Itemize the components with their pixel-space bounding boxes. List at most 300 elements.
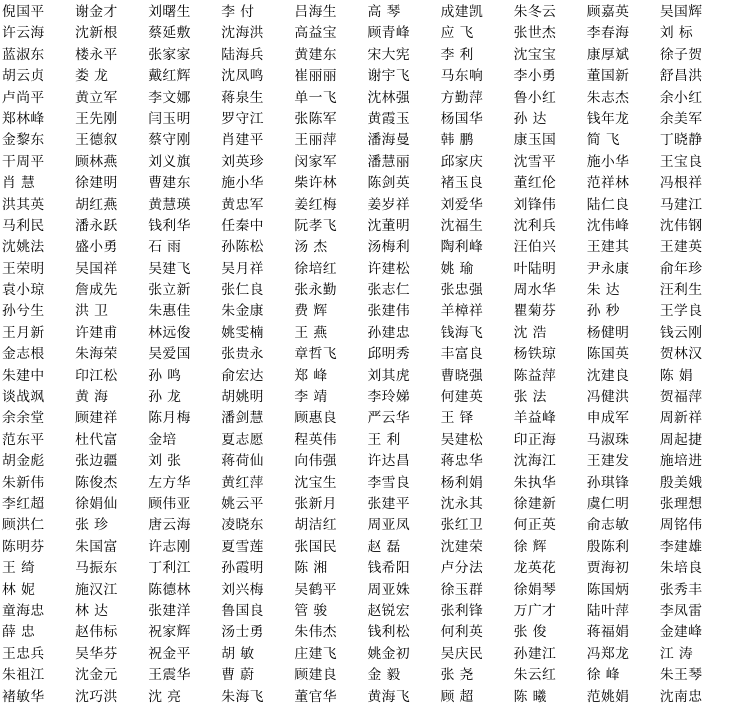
name-cell: 董国新: [586, 68, 630, 85]
name-cell: 顾 超: [440, 688, 474, 705]
name-cell: 沈海洪: [221, 25, 264, 42]
name-cell: 庄建飞: [294, 645, 337, 662]
name-cell: 马利民: [2, 217, 45, 234]
name-cell: 卢尚平: [2, 89, 45, 106]
name-cell: 王建发: [586, 453, 630, 470]
name-cell: 施小华: [221, 175, 264, 192]
name-cell: 吴爱国: [148, 346, 191, 363]
name-cell: 刘爱华: [440, 196, 484, 213]
name-cell: 冯郑龙: [586, 645, 630, 662]
name-cell: 林远俊: [148, 324, 191, 341]
name-cell: 钱年龙: [586, 110, 630, 127]
name-cell: 周新祥: [659, 410, 703, 427]
name-cell: 施培进: [659, 453, 703, 470]
name-cell: 崔丽丽: [294, 68, 337, 85]
name-cell: 邱家庆: [440, 153, 484, 170]
name-cell: 王建其: [586, 239, 630, 256]
name-cell: 夏雪莲: [221, 538, 264, 555]
name-row: [2, 580, 703, 601]
name-cell: 丁利江: [148, 560, 191, 577]
name-cell: 冯根祥: [659, 175, 703, 192]
name-cell: 刘英珍: [221, 153, 264, 170]
name-cell: 朱 达: [586, 282, 620, 299]
name-cell: 金培: [148, 431, 177, 448]
name-cell: 许志刚: [148, 538, 191, 555]
name-cell: 胡金彪: [2, 453, 45, 470]
name-cell: 俞志敏: [586, 517, 630, 534]
name-cell: 顾惠良: [294, 410, 337, 427]
name-cell: 张新月: [294, 495, 337, 512]
name-cell: 孙陈松: [221, 239, 264, 256]
name-cell: 陈益萍: [513, 367, 557, 384]
name-cell: 贺林汉: [659, 346, 703, 363]
name-cell: 沈雪平: [513, 153, 557, 170]
name-cell: 郑林峰: [2, 110, 45, 127]
name-cell: 吴月祥: [221, 260, 264, 277]
name-cell: 干周平: [2, 153, 45, 170]
name-cell: 陈国炳: [586, 581, 630, 598]
name-cell: 杨铁琼: [513, 346, 557, 363]
name-cell: 王宝良: [659, 153, 703, 170]
name-cell: 沈建荣: [440, 538, 484, 555]
name-cell: 朱金康: [221, 303, 264, 320]
name-cell: 洪其英: [2, 196, 45, 213]
name-cell: 张建伟: [367, 303, 411, 320]
name-cell: 黄立军: [75, 89, 118, 106]
name-cell: 陆海兵: [221, 46, 264, 63]
name-cell: 黄海飞: [367, 688, 411, 705]
name-cell: 蒋泉生: [221, 89, 264, 106]
name-cell: 刘 标: [659, 25, 694, 42]
name-row: [2, 665, 703, 686]
name-cell: 范姚娟: [586, 688, 630, 705]
name-cell: 金 毅: [367, 667, 401, 684]
name-cell: 任秦中: [221, 217, 264, 234]
name-cell: 张志仁: [367, 282, 411, 299]
name-cell: 丁晓静: [659, 132, 703, 149]
name-cell: 沈董明: [367, 217, 411, 234]
name-cell: 汤 杰: [294, 239, 328, 256]
name-cell: 张家家: [148, 46, 191, 63]
name-cell: 沈利兵: [513, 217, 557, 234]
name-cell: 胡红燕: [75, 196, 118, 213]
name-cell: 沈 浩: [513, 324, 547, 341]
name-cell: 薛 忠: [2, 624, 36, 641]
name-row: [2, 387, 703, 408]
name-cell: 王震华: [148, 667, 191, 684]
name-list-sheet: [2, 2, 703, 708]
name-row: [2, 216, 703, 237]
name-cell: 石 雨: [148, 239, 182, 256]
name-cell: 姚雯楠: [221, 324, 264, 341]
name-cell: 沈建良: [586, 367, 630, 384]
name-cell: 黄红萍: [221, 474, 264, 491]
name-row: [2, 130, 703, 151]
name-cell: 冯健洪: [586, 389, 630, 406]
name-row: [2, 687, 703, 708]
name-cell: 丰富良: [440, 346, 484, 363]
name-cell: 孙 鸣: [148, 367, 182, 384]
name-cell: 顾伟亚: [148, 495, 191, 512]
name-cell: 陈国英: [586, 346, 630, 363]
name-cell: 汤士勇: [221, 624, 264, 641]
name-cell: 杨健明: [586, 324, 630, 341]
name-row: [2, 195, 703, 216]
name-cell: 褚敏华: [2, 688, 45, 705]
name-cell: 吴建松: [440, 431, 484, 448]
name-row: [2, 515, 703, 536]
name-cell: 周铭伟: [659, 517, 703, 534]
name-cell: 陈俊杰: [75, 474, 118, 491]
name-cell: 张建平: [367, 495, 411, 512]
name-cell: 陈月梅: [148, 410, 191, 427]
name-cell: 范东平: [2, 431, 45, 448]
name-cell: 王荣明: [2, 260, 45, 277]
name-cell: 吕海生: [294, 4, 337, 20]
name-cell: 许建甫: [75, 324, 118, 341]
name-cell: 余余堂: [2, 410, 45, 427]
name-cell: 康厚斌: [586, 46, 630, 63]
name-cell: 江 涛: [659, 645, 694, 662]
name-cell: 胡姚明: [221, 389, 264, 406]
name-cell: 娄 龙: [75, 68, 109, 85]
name-cell: 向伟强: [294, 453, 337, 470]
name-cell: 沈海江: [513, 453, 557, 470]
name-cell: 马东响: [440, 68, 484, 85]
name-row: [2, 494, 703, 515]
name-cell: 胡云贞: [2, 68, 45, 85]
name-cell: 洪 卫: [75, 303, 109, 320]
name-cell: 程英伟: [294, 431, 337, 448]
name-row: [2, 173, 703, 194]
name-cell: 顾建良: [294, 667, 337, 684]
name-cell: 潘慧丽: [367, 153, 411, 170]
name-cell: 张世杰: [513, 25, 557, 42]
name-cell: 王 铎: [440, 410, 474, 427]
name-row: [2, 2, 703, 23]
name-row: [2, 558, 703, 579]
name-cell: 徐玉群: [440, 581, 484, 598]
name-cell: 羊樟祥: [440, 303, 484, 320]
name-row: [2, 451, 703, 472]
name-cell: 朱国富: [75, 538, 118, 555]
name-cell: 倪国平: [2, 4, 45, 20]
name-cell: 凌晓东: [221, 517, 264, 534]
name-cell: 赵锐宏: [367, 602, 411, 619]
name-cell: 王学良: [659, 303, 703, 320]
name-cell: 朱祖江: [2, 667, 45, 684]
name-cell: 朱海飞: [221, 688, 264, 705]
name-cell: 沈新根: [75, 25, 118, 42]
name-cell: 褚玉良: [440, 175, 484, 192]
name-cell: 张 珍: [75, 517, 109, 534]
name-cell: 周水华: [513, 282, 557, 299]
name-row: [2, 45, 703, 66]
name-cell: 蔡守刚: [148, 132, 191, 149]
name-cell: 唐云海: [148, 517, 191, 534]
name-cell: 刘兴梅: [221, 581, 264, 598]
name-cell: 柴许林: [294, 175, 337, 192]
name-cell: 单一飞: [294, 89, 337, 106]
name-cell: 余美军: [659, 110, 703, 127]
name-cell: 王 绮: [2, 560, 36, 577]
name-row: [2, 473, 703, 494]
name-cell: 何正英: [513, 517, 557, 534]
name-cell: 张理想: [659, 495, 703, 512]
name-cell: 楼永平: [75, 46, 118, 63]
name-cell: 王先刚: [75, 110, 118, 127]
name-cell: 康玉国: [513, 132, 557, 149]
name-cell: 孙 达: [513, 110, 547, 127]
name-cell: 顾林燕: [75, 153, 118, 170]
name-cell: 陈明芬: [2, 538, 45, 555]
name-cell: 蒋福娟: [586, 624, 630, 641]
name-row: [2, 88, 703, 109]
name-cell: 余小红: [659, 89, 703, 106]
name-cell: 黄忠军: [221, 196, 264, 213]
name-cell: 董红伦: [513, 175, 557, 192]
name-cell: 郑 峰: [294, 367, 328, 384]
name-cell: 沈凤鸣: [221, 68, 264, 85]
name-cell: 羊益峰: [513, 410, 557, 427]
name-cell: 高益宝: [294, 25, 337, 42]
name-cell: 潘剑慧: [221, 410, 264, 427]
name-cell: 张 法: [513, 389, 547, 406]
name-cell: 李小勇: [513, 68, 557, 85]
name-cell: 成建凯: [440, 4, 484, 20]
name-cell: 孙 秒: [586, 303, 620, 320]
name-cell: 汤梅利: [367, 239, 411, 256]
name-cell: 徐子贺: [659, 46, 703, 63]
name-cell: 费 辉: [294, 303, 328, 320]
name-cell: 吴华芬: [75, 645, 118, 662]
name-cell: 宋大宪: [367, 46, 411, 63]
name-cell: 蒋忠华: [440, 453, 484, 470]
name-cell: 申成军: [586, 410, 630, 427]
name-cell: 顾洪仁: [2, 517, 45, 534]
name-cell: 姚金初: [367, 645, 411, 662]
name-cell: 王月新: [2, 324, 45, 341]
name-cell: 张立新: [148, 282, 191, 299]
name-cell: 施小华: [586, 153, 630, 170]
name-cell: 赵伟标: [75, 624, 118, 641]
name-row: [2, 280, 703, 301]
name-row: [2, 237, 703, 258]
name-cell: 吴国祥: [75, 260, 118, 277]
name-cell: 姚 瑜: [440, 260, 474, 277]
name-cell: 万广才: [513, 602, 557, 619]
name-cell: 韩 鹏: [440, 132, 474, 149]
name-cell: 孙霞明: [221, 560, 264, 577]
name-cell: 左方华: [148, 474, 191, 491]
name-cell: 印江松: [75, 367, 118, 384]
name-cell: 朱冬云: [513, 4, 557, 20]
name-cell: 顾建祥: [75, 410, 118, 427]
name-cell: 吴国辉: [659, 4, 703, 20]
name-cell: 黄建东: [294, 46, 337, 63]
name-cell: 卢分法: [440, 560, 484, 577]
name-cell: 钱希阳: [367, 560, 411, 577]
name-cell: 王德叙: [75, 132, 118, 149]
name-row: [2, 644, 694, 665]
name-cell: 刘义旗: [148, 153, 191, 170]
name-cell: 李建雄: [659, 538, 703, 555]
name-cell: 吴建飞: [148, 260, 191, 277]
name-cell: 沈伟钢: [659, 217, 703, 234]
name-cell: 陆仁良: [586, 196, 630, 213]
name-cell: 孙琪锋: [586, 474, 630, 491]
name-cell: 周亚姝: [367, 581, 411, 598]
name-cell: 沈林强: [367, 89, 411, 106]
name-cell: 祝金平: [148, 645, 191, 662]
name-cell: 徐娟琴: [513, 581, 557, 598]
name-cell: 虞仁明: [586, 495, 630, 512]
name-cell: 张边疆: [75, 453, 118, 470]
name-cell: 闵家军: [294, 153, 337, 170]
name-cell: 徐建新: [513, 495, 557, 512]
name-cell: 殷美娥: [659, 474, 703, 491]
name-cell: 金黎东: [2, 132, 45, 149]
name-cell: 李 付: [221, 4, 255, 20]
name-cell: 张红卫: [440, 517, 484, 534]
name-cell: 曹建东: [148, 175, 191, 192]
name-cell: 沈福生: [440, 217, 484, 234]
name-cell: 李 利: [440, 46, 474, 63]
name-cell: 王建英: [659, 239, 703, 256]
name-cell: 詹成先: [75, 282, 118, 299]
name-cell: 潘海曼: [367, 132, 411, 149]
name-cell: 张 俊: [513, 624, 547, 641]
name-cell: 朱云红: [513, 667, 557, 684]
name-cell: 童海忠: [2, 602, 45, 619]
name-cell: 王丽萍: [294, 132, 337, 149]
name-cell: 叶陆明: [513, 260, 557, 277]
name-cell: 钱海飞: [440, 324, 484, 341]
name-cell: 张国民: [294, 538, 337, 555]
name-row: [2, 109, 703, 130]
name-cell: 祝家辉: [148, 624, 191, 641]
name-cell: 舒昌洪: [659, 68, 703, 85]
name-cell: 徐娟仙: [75, 495, 118, 512]
name-cell: 方勤萍: [440, 89, 484, 106]
name-cell: 罗守江: [221, 110, 264, 127]
name-cell: 汪利生: [659, 282, 703, 299]
name-cell: 杨国华: [440, 110, 484, 127]
name-cell: 吴庆民: [440, 645, 484, 662]
name-row: [2, 23, 694, 44]
name-cell: 沈宝生: [294, 474, 337, 491]
name-cell: 陆叶萍: [586, 602, 630, 619]
name-row: [2, 66, 703, 87]
name-cell: 李文娜: [148, 89, 191, 106]
name-cell: 李红超: [2, 495, 45, 512]
name-cell: 沈巧洪: [75, 688, 118, 705]
name-cell: 殷陈利: [586, 538, 630, 555]
name-cell: 谢宇飞: [367, 68, 411, 85]
name-cell: 高 琴: [367, 4, 401, 20]
name-cell: 赵 磊: [367, 538, 401, 555]
name-cell: 张陈军: [294, 110, 337, 127]
name-cell: 钱利华: [148, 217, 191, 234]
name-cell: 瞿菊芬: [513, 303, 557, 320]
name-cell: 徐 辉: [513, 538, 547, 555]
name-cell: 黄 海: [75, 389, 109, 406]
name-cell: 沈伟峰: [586, 217, 630, 234]
name-row: [2, 366, 694, 387]
name-cell: 何建英: [440, 389, 484, 406]
name-cell: 阮孝飞: [294, 217, 337, 234]
name-cell: 陈德林: [148, 581, 191, 598]
name-cell: 严云华: [367, 410, 411, 427]
name-cell: 徐 峰: [586, 667, 620, 684]
name-cell: 刘曙生: [148, 4, 191, 20]
name-cell: 胡 敏: [221, 645, 255, 662]
name-cell: 姜红梅: [294, 196, 337, 213]
name-cell: 姚云平: [221, 495, 264, 512]
name-cell: 李凤雷: [659, 602, 703, 619]
name-cell: 孙 龙: [148, 389, 182, 406]
name-row: [2, 152, 703, 173]
name-cell: 林 达: [75, 602, 109, 619]
name-row: [2, 301, 703, 322]
name-cell: 张利锋: [440, 602, 484, 619]
name-cell: 吴鹤平: [294, 581, 337, 598]
name-cell: 闫玉明: [148, 110, 191, 127]
name-cell: 朱执华: [513, 474, 557, 491]
name-cell: 林 妮: [2, 581, 36, 598]
name-cell: 沈金元: [75, 667, 118, 684]
name-cell: 袁小琼: [2, 282, 45, 299]
name-cell: 朱培良: [659, 560, 703, 577]
name-cell: 黄慧瑛: [148, 196, 191, 213]
name-cell: 印正海: [513, 431, 557, 448]
name-cell: 沈南忠: [659, 688, 703, 705]
name-cell: 李 靖: [294, 389, 328, 406]
name-row: [2, 430, 703, 451]
name-cell: 马振东: [75, 560, 118, 577]
name-cell: 姜岁祥: [367, 196, 411, 213]
name-cell: 朱新伟: [2, 474, 45, 491]
name-cell: 蒋荷仙: [221, 453, 264, 470]
name-cell: 钱利松: [367, 624, 411, 641]
name-cell: 肖建平: [221, 132, 264, 149]
name-cell: 黄霞玉: [367, 110, 411, 127]
name-cell: 管 骏: [294, 602, 328, 619]
name-cell: 盛小勇: [75, 239, 118, 256]
name-cell: 董官华: [294, 688, 337, 705]
name-cell: 刘锋伟: [513, 196, 557, 213]
name-cell: 孙兮生: [2, 303, 45, 320]
name-cell: 贺福萍: [659, 389, 703, 406]
name-cell: 顾嘉英: [586, 4, 630, 20]
name-cell: 张秀丰: [659, 581, 703, 598]
name-cell: 张贵永: [221, 346, 264, 363]
name-cell: 龙英花: [513, 560, 557, 577]
name-cell: 俞宏达: [221, 367, 264, 384]
name-row: [2, 259, 703, 280]
name-cell: 曹 蔚: [221, 667, 255, 684]
name-cell: 鲁国良: [221, 602, 264, 619]
name-cell: 范祥林: [586, 175, 630, 192]
name-cell: 王 利: [367, 431, 401, 448]
name-cell: 钱云刚: [659, 324, 703, 341]
name-cell: 戴红辉: [148, 68, 191, 85]
name-cell: 邱明秀: [367, 346, 411, 363]
name-cell: 鲁小红: [513, 89, 557, 106]
name-cell: 金建峰: [659, 624, 703, 641]
name-cell: 朱伟杰: [294, 624, 337, 641]
name-cell: 许达昌: [367, 453, 411, 470]
